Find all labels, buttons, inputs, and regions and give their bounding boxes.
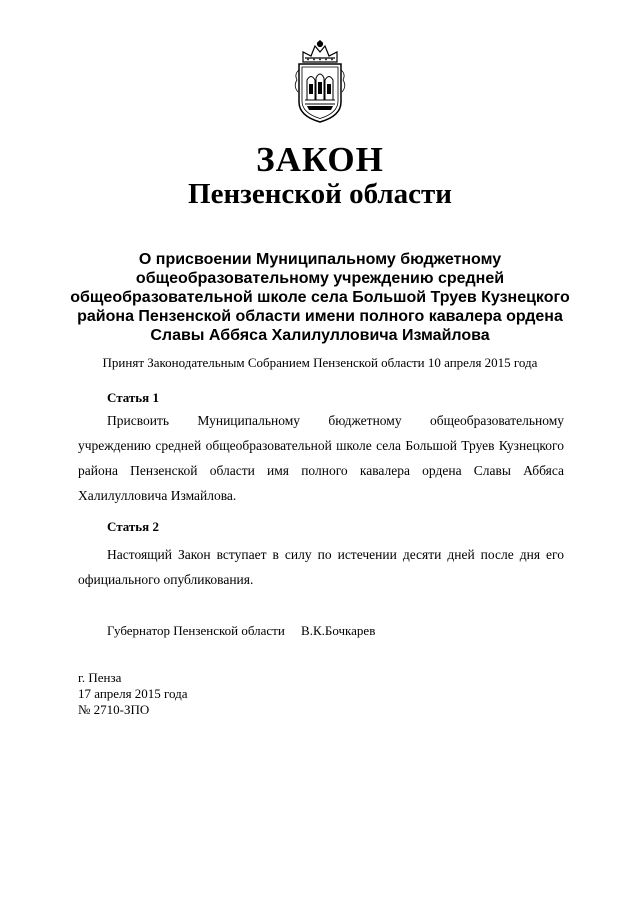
- article-1-text: Присвоить Муниципальному бюджетному общеобразовательному учреждению средней общеобразовательной школе села Большой Труев Кузнецкого района Пензенской области имя полного кавалера ордена Славы Аббяса Халилулловича Измайлова.: [78, 413, 564, 503]
- governor-position: Губернатор Пензенской области: [107, 623, 285, 638]
- law-number: № 2710-ЗПО: [78, 702, 150, 717]
- article-2-text: Настоящий Закон вступает в силу по истечении десяти дней после дня его официального опубликования.: [78, 547, 564, 587]
- place: г. Пенза: [78, 670, 122, 685]
- governor-name: В.К.Бочкарев: [301, 623, 376, 638]
- coat-of-arms-emblem: [291, 40, 349, 124]
- document-subtitle: Пензенской области: [188, 178, 452, 210]
- article-1-title: Статья 1: [107, 390, 159, 405]
- document-title: ЗАКОН: [256, 140, 384, 179]
- law-subject-heading: О присвоении Муниципальному бюджетному общеобразовательному учреждению средней общеобразовательной школе села Большой Труев Кузнецкого района Пензенской области имени полного кавалера ордена Славы Аббяса Халилулловича Измайлова: [70, 251, 570, 344]
- article-2-title: Статья 2: [107, 519, 159, 534]
- signing-date: 17 апреля 2015 года: [78, 686, 188, 701]
- signature-line: [107, 623, 375, 639]
- adoption-note: Принят Законодательным Собранием Пензенской области 10 апреля 2015 года: [102, 355, 538, 370]
- place-date-number: [78, 670, 188, 718]
